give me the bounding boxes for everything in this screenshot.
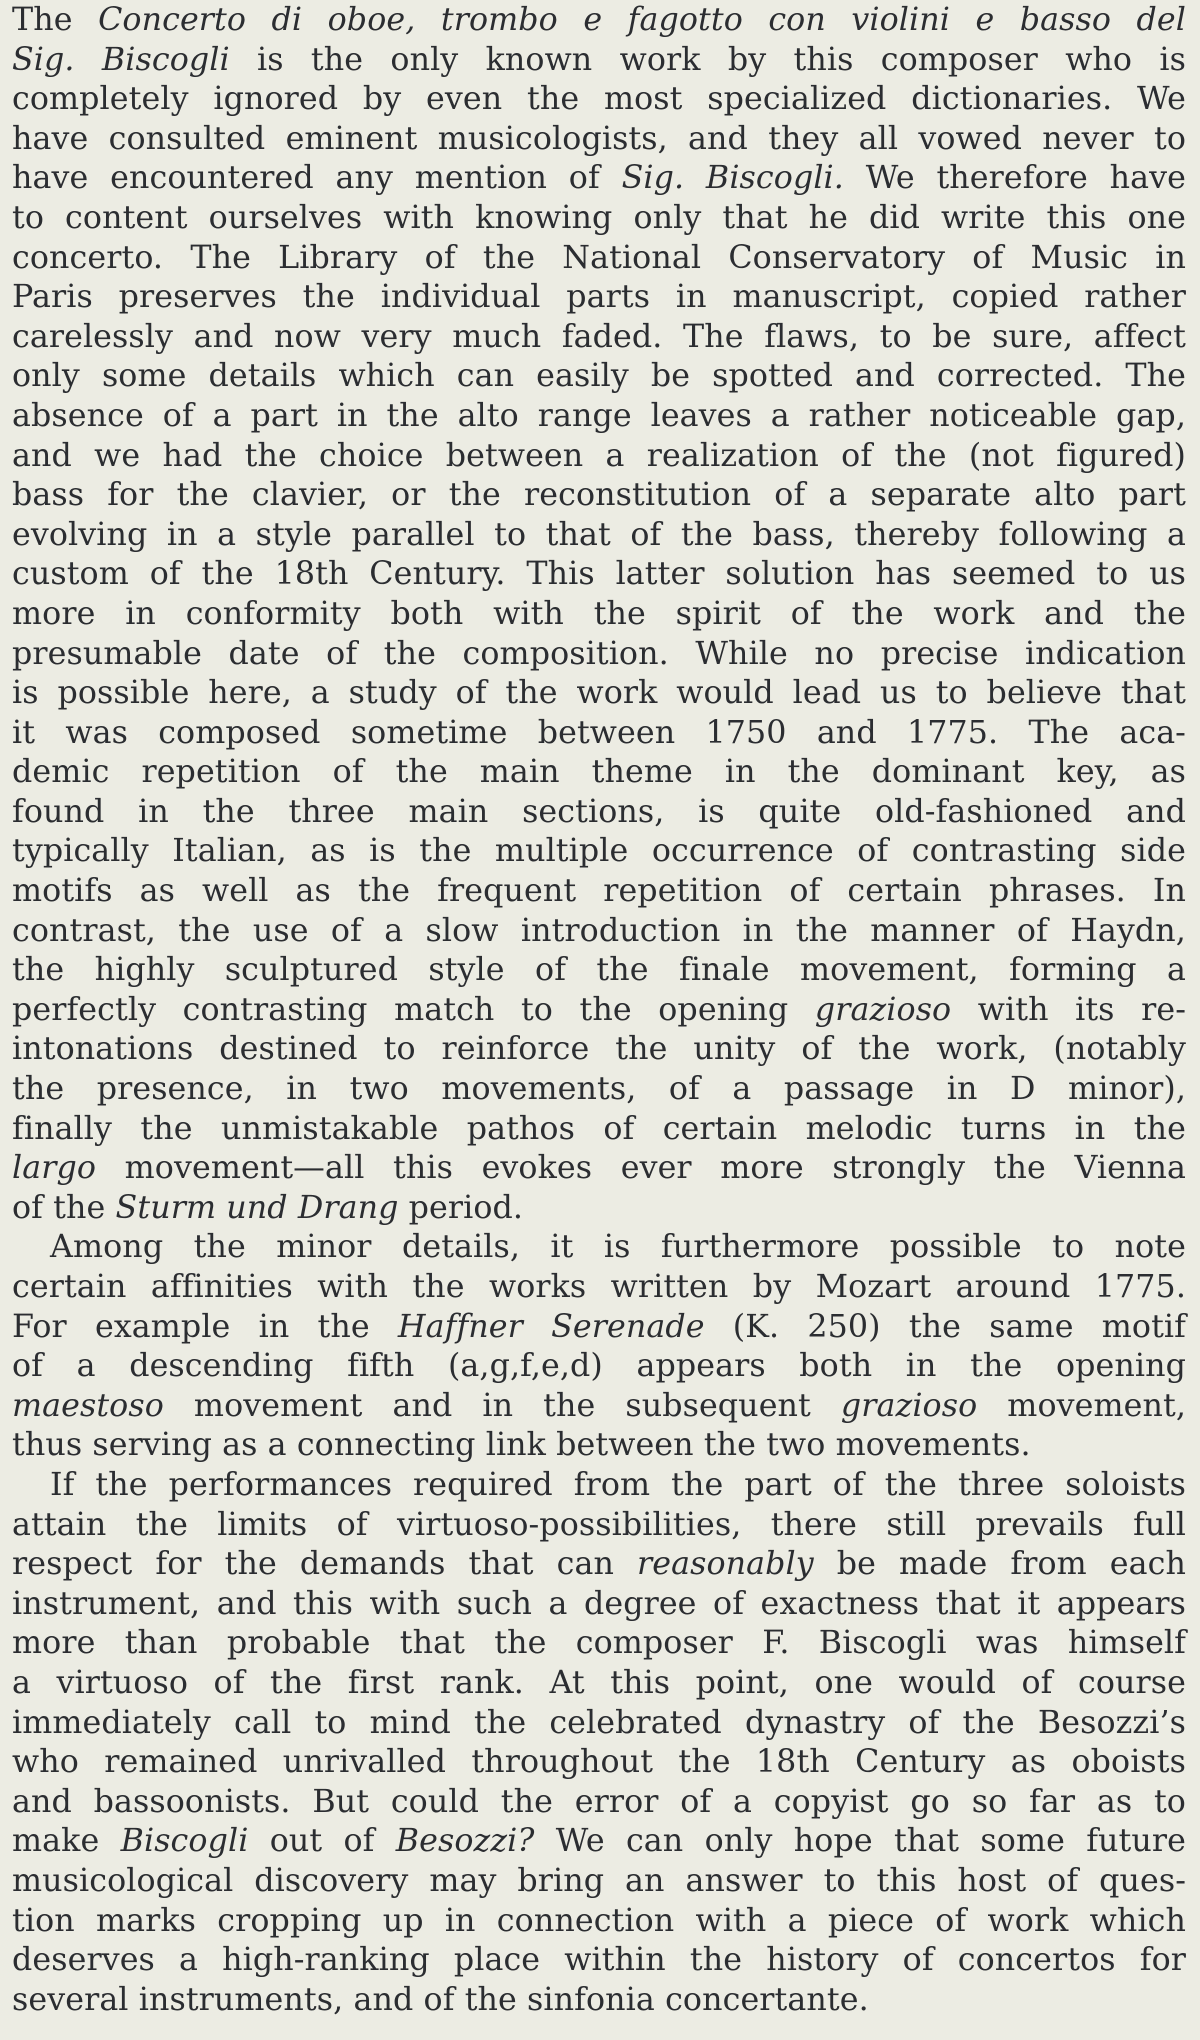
text-line <box>12 1506 1186 1546</box>
text-line <box>12 120 1186 160</box>
text-line <box>12 714 1186 754</box>
text-line <box>12 1466 1186 1506</box>
text-run: intonations destined to reinforce the unity of the work, (notably <box>12 1031 1186 1068</box>
text-run: presumable date of the composition. While no precise indication <box>12 635 1186 672</box>
text-line <box>12 872 1186 912</box>
text-line <box>12 555 1186 595</box>
text-run: more than probable that the composer F. Biscogli was himself <box>12 1625 1186 1662</box>
text-run: movement, <box>977 1387 1186 1424</box>
text-run: Paris preserves the individual parts in manuscript, copied rather <box>12 279 1186 316</box>
text-run: found in the three main sections, is quite old-fashioned and <box>12 793 1186 830</box>
text-line <box>12 41 1186 81</box>
italic-text: Concerto di oboe, trombo e fagotto con violini e basso del <box>98 2 1186 38</box>
italic-text: Sturm und Drang <box>115 1189 399 1226</box>
text-line <box>12 239 1186 279</box>
italic-text: reasonably <box>637 1546 814 1583</box>
italic-text: grazioso <box>840 1387 978 1424</box>
text-run: (K. 250) the same motif <box>704 1308 1186 1345</box>
text-line <box>12 357 1186 397</box>
text-line <box>12 1743 1186 1783</box>
text-line <box>12 912 1186 952</box>
article-text <box>12 1 1186 2020</box>
text-run: have encountered any mention of <box>12 160 622 197</box>
text-run: only some details which can easily be spotted and corrected. The <box>12 358 1186 395</box>
text-run: The <box>12 2 99 38</box>
text-run: and bassoonists. But could the error of a copyist go so far as to <box>12 1783 1186 1820</box>
italic-text: Biscogli <box>120 1823 249 1860</box>
text-line <box>12 1308 1186 1348</box>
text-line <box>12 753 1186 793</box>
text-run: more in conformity both with the spirit of the work and the <box>12 595 1186 632</box>
text-run: concerto. The Library of the National Conservatory of Music in <box>12 239 1186 276</box>
text-run: with its re- <box>951 991 1186 1028</box>
text-run: of the <box>12 1189 116 1226</box>
text-line <box>12 516 1186 556</box>
text-run: For example in the <box>12 1308 398 1345</box>
text-run: typically Italian, as is the multiple occurrence of contrasting side <box>12 833 1186 870</box>
text-line <box>12 1783 1186 1823</box>
text-run: immediately call to mind the celebrated dynastry of the Besozzi’s <box>12 1704 1186 1741</box>
text-line <box>12 476 1186 516</box>
italic-text: Haffner Serenade <box>397 1308 705 1345</box>
text-run: attain the limits of virtuoso-possibilities, there still prevails full <box>12 1506 1186 1543</box>
text-run: respect for the demands that can <box>12 1546 637 1583</box>
text-line <box>12 278 1186 318</box>
text-line <box>12 832 1186 872</box>
text-line <box>12 635 1186 675</box>
text-line <box>12 1387 1186 1427</box>
text-run: evolving in a style parallel to that of the bass, thereby following a <box>12 516 1186 553</box>
text-run: movement—all this evokes ever more strongly the Vienna <box>96 1150 1186 1187</box>
text-run: We therefore have <box>843 160 1186 197</box>
text-line <box>12 1426 1186 1466</box>
text-line <box>12 318 1186 358</box>
text-line <box>12 1228 1186 1268</box>
text-line <box>12 991 1186 1031</box>
text-run: custom of the 18th Century. This latter solution has seemed to us <box>12 556 1186 593</box>
text-run: the presence, in two movements, of a passage in D minor), <box>12 1071 1186 1108</box>
text-run: thus serving as a connecting link between the two movements. <box>12 1427 1031 1464</box>
text-run: tion marks cropping up in connection with a piece of work which <box>12 1902 1186 1939</box>
text-run: several instruments, and of the sinfonia concertante. <box>12 1981 869 2018</box>
text-line <box>12 1585 1186 1625</box>
text-line <box>12 1149 1186 1189</box>
paragraph <box>12 1228 1186 1466</box>
text-run: to content ourselves with knowing only that he did write this one <box>12 199 1186 236</box>
text-line <box>12 1822 1186 1862</box>
text-line <box>12 951 1186 991</box>
text-run: movement and in the subsequent <box>163 1387 841 1424</box>
text-line <box>12 1664 1186 1704</box>
text-run: contrast, the use of a slow introduction in the manner of Haydn, <box>12 912 1186 949</box>
text-line <box>12 595 1186 635</box>
text-line <box>12 1704 1186 1744</box>
text-line <box>12 1070 1186 1110</box>
text-run: the highly sculptured style of the finale movement, forming a <box>12 952 1186 989</box>
text-run: bass for the clavier, or the reconstitution of a separate alto part <box>12 477 1186 514</box>
text-run: perfectly contrasting match to the opening <box>12 991 815 1028</box>
text-run: it was composed sometime between 1750 and 1775. The aca- <box>12 714 1186 751</box>
text-line <box>12 1941 1186 1981</box>
text-run: is possible here, a study of the work would lead us to believe that <box>12 675 1186 712</box>
text-run: be made from each <box>813 1546 1186 1583</box>
text-run: musicological discovery may bring an answer to this host of ques- <box>12 1862 1186 1899</box>
text-line <box>12 1268 1186 1308</box>
text-line <box>12 397 1186 437</box>
text-line <box>12 1189 1186 1229</box>
text-run: absence of a part in the alto range leaves a rather noticeable gap, <box>12 397 1186 434</box>
text-line <box>12 1110 1186 1150</box>
text-line <box>12 437 1186 477</box>
text-line <box>12 1902 1186 1942</box>
text-run: a virtuoso of the first rank. At this point, one would of course <box>12 1664 1186 1701</box>
text-run: deserves a high-ranking place within the history of concertos for <box>12 1942 1186 1979</box>
text-line <box>12 793 1186 833</box>
text-line <box>12 1 1186 41</box>
text-run: make <box>12 1823 121 1860</box>
text-run: certain affinities with the works written by Mozart around 1775. <box>12 1269 1186 1305</box>
text-run: carelessly and now very much faded. The flaws, to be sure, affect <box>12 318 1186 355</box>
text-run: completely ignored by even the most specialized dictionaries. We <box>12 81 1186 118</box>
text-run: motifs as well as the frequent repetition of certain phrases. In <box>12 873 1186 910</box>
text-line <box>12 80 1186 120</box>
paragraph <box>12 1466 1186 2020</box>
italic-text: Sig. Biscogli <box>12 41 230 78</box>
text-run: and we had the choice between a realization of the (not figured) <box>12 437 1186 474</box>
text-line <box>12 1981 1186 2021</box>
text-line <box>12 1624 1186 1664</box>
text-run: We can only hope that some future <box>534 1823 1187 1860</box>
text-line <box>12 1030 1186 1070</box>
italic-text: grazioso <box>814 991 952 1028</box>
text-line <box>12 1347 1186 1387</box>
text-line <box>12 1545 1186 1585</box>
italic-text: Besozzi? <box>395 1823 535 1860</box>
italic-text: Sig. Biscogli. <box>621 160 844 197</box>
italic-text: largo <box>12 1150 97 1187</box>
text-line <box>12 1862 1186 1902</box>
text-run: finally the unmistakable pathos of certain melodic turns in the <box>12 1110 1186 1147</box>
text-run: who remained unrivalled throughout the 18th Century as oboists <box>12 1744 1186 1781</box>
text-run: instrument, and this with such a degree of exactness that it appears <box>12 1585 1186 1622</box>
text-run: out of <box>248 1823 396 1860</box>
text-run: have consulted eminent musicologists, and they all vowed never to <box>12 120 1186 157</box>
italic-text: maestoso <box>12 1387 164 1424</box>
text-line <box>12 674 1186 714</box>
text-run: is the only known work by this composer who is <box>229 41 1186 78</box>
text-run: If the performances required from the part of the three soloists <box>50 1466 1186 1503</box>
text-run: demic repetition of the main theme in the dominant key, as <box>12 754 1186 791</box>
paragraph <box>12 1 1186 1228</box>
text-line <box>12 199 1186 239</box>
text-line <box>12 159 1186 199</box>
text-run: period. <box>398 1189 524 1226</box>
text-run: Among the minor details, it is furthermore possible to note <box>50 1229 1186 1266</box>
text-run: of a descending fifth (a,g,f,e,d) appears both in the opening <box>12 1348 1186 1385</box>
